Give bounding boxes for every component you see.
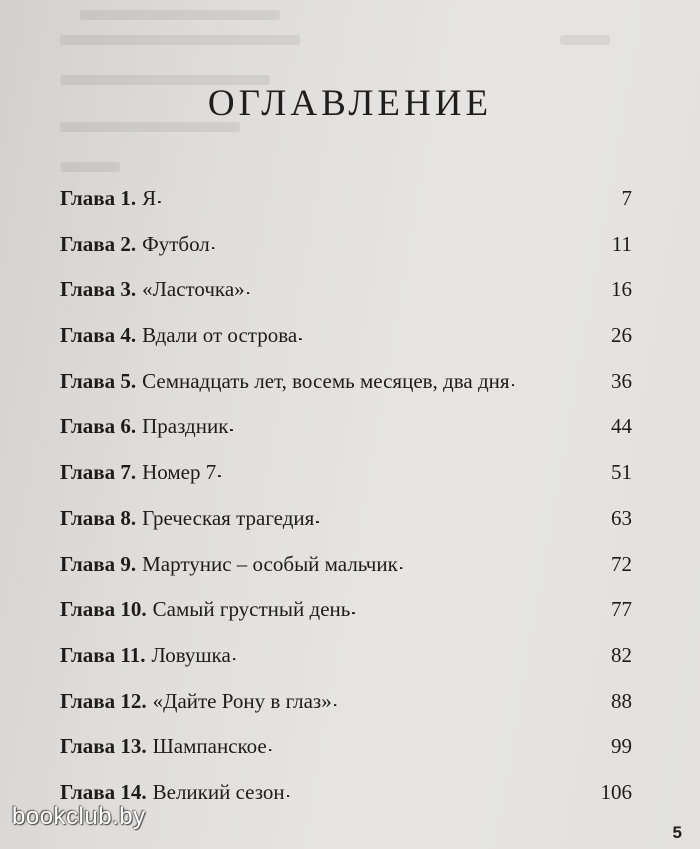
toc-entry [60, 552, 632, 598]
chapter-number: Глава 14. [60, 779, 147, 804]
page-number: 5 [672, 823, 682, 842]
chapter-number: Глава 7. [60, 460, 137, 485]
chapter-page-number: 36 [611, 368, 632, 393]
dot-leader [230, 412, 609, 437]
chapter-page-number: 11 [611, 231, 632, 256]
dot-leader [334, 687, 609, 712]
toc-entry [60, 277, 632, 323]
toc-entry [60, 186, 632, 232]
chapter-title: Шампанское [152, 734, 267, 759]
toc-entry [60, 597, 632, 643]
chapter-title: Ловушка [151, 642, 231, 667]
dot-leader [299, 321, 609, 346]
toc-entry [60, 689, 632, 735]
chapter-page-number: 63 [611, 505, 632, 530]
chapter-page-number: 82 [611, 642, 632, 667]
table-of-contents [60, 186, 632, 826]
chapter-number: Глава 9. [60, 551, 137, 576]
watermark: bookclub.by [12, 803, 146, 830]
chapter-number: Глава 12. [60, 688, 147, 713]
toc-entry [60, 643, 632, 689]
toc-entry [60, 323, 632, 369]
dot-leader [158, 184, 619, 209]
chapter-number: Глава 4. [60, 323, 137, 348]
toc-entry [60, 414, 632, 460]
chapter-number: Глава 8. [60, 505, 137, 530]
dot-leader [212, 230, 610, 255]
chapter-title: Вдали от острова [142, 323, 298, 348]
chapter-title: Номер 7 [142, 460, 217, 485]
dot-leader [287, 778, 599, 803]
chapter-number: Глава 3. [60, 277, 137, 302]
dot-leader [352, 595, 609, 620]
chapter-number: Глава 1. [60, 186, 137, 210]
chapter-page-number: 26 [611, 323, 632, 348]
chapter-page-number: 77 [611, 597, 632, 622]
toc-entry [60, 460, 632, 506]
chapter-page-number: 16 [611, 277, 632, 302]
chapter-title: Греческая трагедия [142, 505, 315, 530]
chapter-number: Глава 6. [60, 414, 137, 439]
page-title: ОГЛАВЛЕНИЕ [207, 83, 493, 124]
chapter-number: Глава 13. [60, 734, 147, 759]
toc-entry [60, 232, 632, 278]
chapter-number: Глава 2. [60, 231, 137, 256]
chapter-page-number: 99 [611, 734, 632, 759]
chapter-title: Самый грустный день [152, 597, 351, 622]
toc-entry [60, 734, 632, 780]
dot-leader [512, 367, 609, 392]
chapter-page-number: 7 [621, 186, 632, 210]
chapter-title: Футбол [142, 231, 210, 256]
chapter-title: «Ласточка» [142, 277, 245, 302]
chapter-page-number: 72 [611, 551, 632, 576]
chapter-number: Глава 5. [60, 368, 137, 393]
chapter-page-number: 106 [600, 779, 632, 804]
chapter-title: Праздник [142, 414, 229, 439]
chapter-number: Глава 10. [60, 597, 147, 622]
toc-entry [60, 369, 632, 415]
dot-leader [269, 732, 609, 757]
dot-leader [247, 275, 609, 300]
dot-leader [233, 641, 609, 666]
chapter-page-number: 51 [611, 460, 632, 485]
chapter-title: Мартунис – особый мальчик [142, 551, 398, 576]
chapter-title: Семнадцать лет, восемь месяцев, два дня [142, 368, 510, 393]
dot-leader [218, 458, 609, 483]
chapter-page-number: 88 [611, 688, 632, 713]
chapter-title: Я [142, 186, 157, 210]
dot-leader [316, 504, 609, 529]
toc-entry [60, 506, 632, 552]
chapter-number: Глава 11. [60, 642, 146, 667]
chapter-title: Великий сезон [152, 779, 285, 804]
chapter-page-number: 44 [611, 414, 632, 439]
chapter-title: «Дайте Рону в глаз» [152, 688, 332, 713]
dot-leader [400, 550, 609, 575]
